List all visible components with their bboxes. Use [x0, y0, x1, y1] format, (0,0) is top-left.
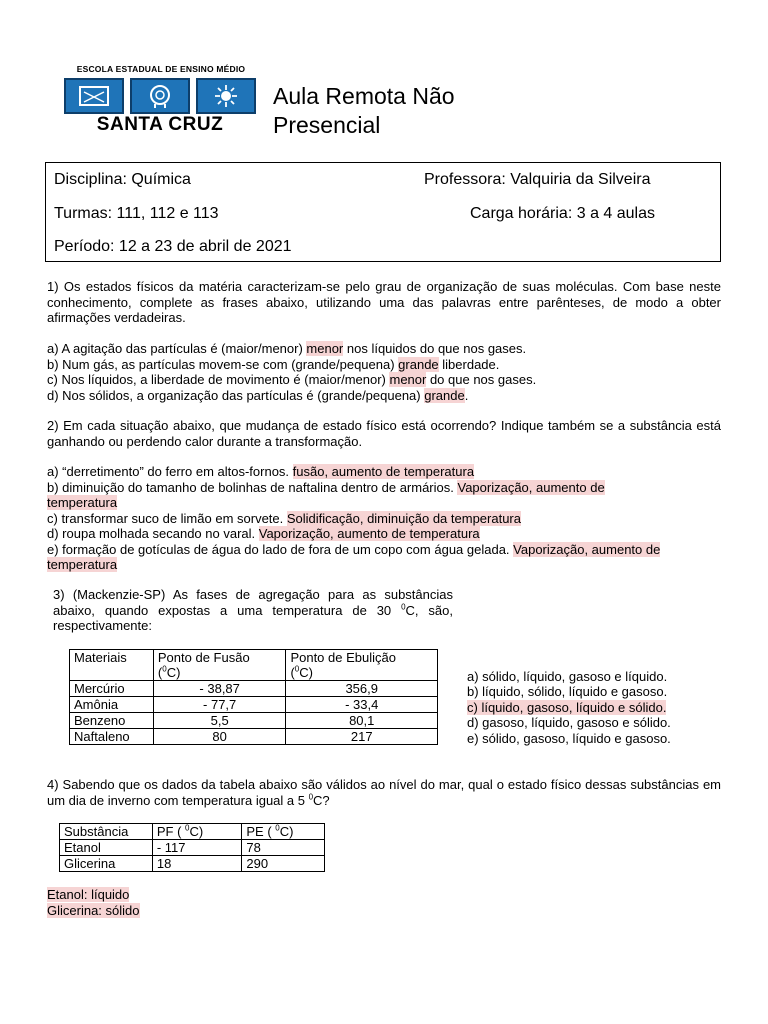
table-row: Glicerina 18 290 — [60, 856, 325, 872]
q1-item-b: b) Num gás, as partículas movem-se com (grande/pequena) grande liberdade. — [47, 356, 500, 372]
table-header-row — [70, 650, 438, 681]
answer-highlight: Solidificação, diminuição da temperatura — [286, 510, 521, 526]
table-header-row — [60, 824, 325, 840]
answer-highlight: menor — [306, 341, 344, 356]
answer-highlight: Vaporização, aumento de — [457, 479, 605, 495]
q2-item-b: b) diminuição do tamanho de bolinhas de naftalina dentro de armários. Vaporização, aumento de — [47, 479, 605, 495]
q2-items — [47, 464, 721, 573]
info-box — [45, 162, 721, 262]
table-row: Etanol - 117 78 — [60, 840, 325, 856]
header-ebulicao: Ponto de Ebulição ($^0$C) — [286, 650, 438, 681]
q3-table — [69, 649, 438, 745]
option-a: a) sólido, líquido, gasoso e líquido. — [467, 669, 668, 684]
answer-highlight: temperatura — [47, 495, 118, 510]
flag-icon — [64, 78, 124, 114]
header-fusao: Ponto de Fusão ($^0$C) — [153, 650, 286, 681]
table-row: Amônia - 77,7 - 33,4 — [70, 697, 438, 713]
answer-highlight: Vaporização, aumento de — [513, 541, 661, 557]
q1-item-c: c) Nos líquidos, a liberdade de movimento é (maior/menor) menor do que nos gases. — [47, 372, 537, 387]
q2-item-e: e) formação de gotículas de água do lado de fora de um copo com água gelada. Vaporização, aumento de — [47, 541, 661, 557]
answer-highlight: temperatura — [47, 557, 118, 572]
answer-highlight: grande — [424, 387, 465, 403]
school-logo — [62, 64, 258, 140]
q2-item-c: c) transformar suco de limão em sorvete. Solidificação, diminuição da temperatura — [47, 510, 521, 526]
turmas: Turmas: 111, 112 e 113 — [54, 205, 219, 222]
carga-horaria: Carga horária: 3 a 4 aulas — [470, 205, 655, 222]
school-top-text: ESCOLA ESTADUAL DE ENSINO MÉDIO — [76, 64, 246, 74]
answer-etanol: Etanol: líquido — [47, 887, 130, 902]
q3-intro: 3) (Mackenzie-SP) As fases de agregação para as substâncias abaixo, quando expostas a uma temperatura de 30 $^0$C, são, respectivamente: — [53, 587, 453, 633]
q2-intro: 2) Em cada situação abaixo, que mudança de estado físico está ocorrendo? Indique também se a substância está ganhando ou perdendo calor durante a transformação. — [47, 418, 721, 449]
answer-highlight: grande — [398, 356, 439, 372]
q3-options — [467, 669, 671, 746]
school-name: SANTA CRUZ — [96, 114, 224, 135]
option-d: d) gasoso, líquido, gasoso e sólido. — [467, 715, 671, 731]
q1-intro: 1) Os estados físicos da matéria caracterizam-se pelo grau de organização de suas moléculas. Com base neste conhecimento, complete as frases abaixo, utilizando uma das palavras entre parênteses, de modo a obter afirmações verdadeiras. — [47, 279, 721, 325]
head-icon — [130, 78, 190, 114]
header-substancia: Substância — [60, 824, 153, 840]
disciplina: Disciplina: Química — [54, 171, 191, 188]
q1-items — [47, 341, 721, 403]
header-materiais: Materiais — [70, 650, 154, 681]
header-pe: PE ( $^0$C) — [242, 824, 325, 840]
page-title: Aula Remota Não Presencial — [273, 83, 455, 138]
answer-highlight: menor — [389, 372, 427, 387]
option-e: e) sólido, gasoso, líquido e gasoso. — [467, 730, 671, 746]
option-b: b) líquido, sólido, líquido e gasoso. — [467, 684, 668, 700]
q4-table — [59, 823, 325, 872]
option-c — [467, 700, 671, 715]
professora: Professora: Valquiria da Silveira — [424, 171, 651, 188]
table-row: Mercúrio - 38,87 356,9 — [70, 681, 438, 697]
sun-icon — [196, 78, 256, 114]
answer-glicerina: Glicerina: sólido — [47, 902, 140, 918]
q4-intro: 4) Sabendo que os dados da tabela abaixo são válidos ao nível do mar, qual o estado físico dessas substâncias em um dia de inverno com temperatura igual a 5 $^0$C? — [47, 777, 721, 808]
q1-item-d: d) Nos sólidos, a organização das partículas é (grande/pequena) grande. — [47, 387, 469, 403]
header-pf: PF ( $^0$C) — [152, 824, 242, 840]
answer-highlight: Vaporização, aumento de temperatura — [258, 526, 480, 541]
answer-highlight: c) líquido, gasoso, líquido e sólido. — [467, 699, 667, 715]
answer-highlight: fusão, aumento de temperatura — [292, 464, 475, 479]
q2-item-d: d) roupa molhada secando no varal. Vaporização, aumento de temperatura — [47, 526, 480, 541]
table-row: Naftaleno 80 217 — [70, 729, 438, 745]
q4-answers — [47, 887, 140, 918]
q2-item-a: a) “derretimento” do ferro em altos-fornos. fusão, aumento de temperatura — [47, 464, 475, 479]
q1-item-a: a) A agitação das partículas é (maior/menor) menor nos líquidos do que nos gases. — [47, 341, 527, 356]
table-row: Benzeno 5,5 80,1 — [70, 713, 438, 729]
periodo: Período: 12 a 23 de abril de 2021 — [54, 238, 292, 255]
